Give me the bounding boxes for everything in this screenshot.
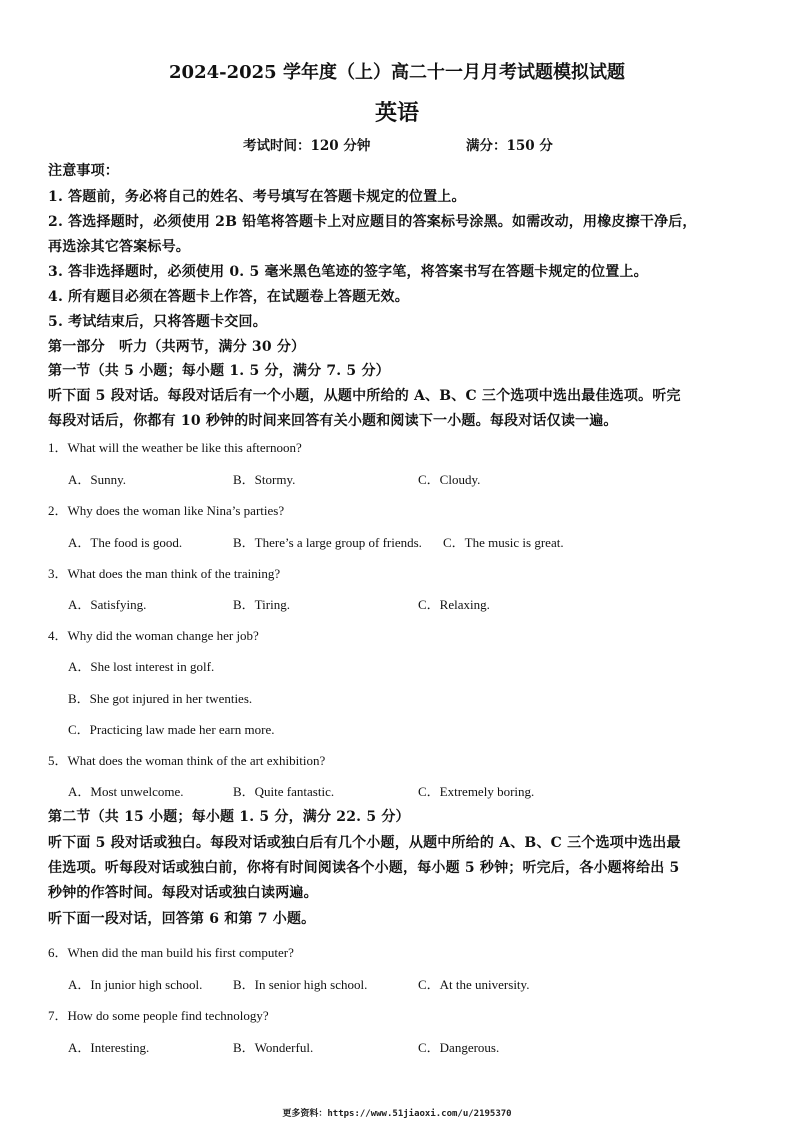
footer-link[interactable]: 更多资料：https://www.51jiaoxi.com/u/2195370 bbox=[282, 1109, 512, 1119]
option-c: C．Dangerous. bbox=[418, 1040, 500, 1055]
option-c: C．At the university. bbox=[418, 977, 530, 992]
notice-item: 4. 所有题目必须在答题卡上作答，在试题卷上答题无效。 bbox=[48, 289, 409, 305]
section-heading: 第一节（共 5 小题；每小题 1. 5 分，满分 7. 5 分） bbox=[48, 363, 390, 379]
notice-heading: 注意事项： bbox=[48, 163, 119, 179]
option-b: B．She got injured in her twenties. bbox=[68, 691, 253, 706]
option-a: A．The food is good. bbox=[68, 535, 183, 550]
option-a: A．Sunny. bbox=[68, 472, 127, 487]
notice-item: 2. 答选择题时，必须使用 2B 铅笔将答题卡上对应题目的答案标号涂黑。如需改动，用橡皮擦干净后， bbox=[48, 214, 697, 230]
option-c: C．Extremely boring. bbox=[418, 784, 535, 799]
question-stem: 7．How do some people find technology? bbox=[48, 1008, 269, 1023]
sub-instruction: 听下面一段对话，回答第 6 和第 7 小题。 bbox=[48, 911, 316, 927]
option-b: B．Stormy. bbox=[233, 472, 296, 487]
option-b: B．Quite fantastic. bbox=[233, 784, 335, 799]
section-instruction: 听下面 5 段对话或独白。每段对话或独白后有几个小题，从题中所给的 A、B、C 三个选项中选出最 bbox=[48, 835, 681, 851]
exam-title: 2024-2025 学年度（上）高二十一月月考试题模拟试题 bbox=[169, 62, 625, 83]
option-a: A．She lost interest in golf. bbox=[68, 659, 215, 674]
option-b: B．Wonderful. bbox=[233, 1040, 314, 1055]
section-instruction: 听下面 5 段对话。每段对话后有一个小题，从题中所给的 A、B、C 三个选项中选出最佳选项。听完 bbox=[48, 388, 681, 404]
question-stem: 6．When did the man build his first computer? bbox=[48, 945, 294, 960]
option-b: B．There’s a large group of friends. bbox=[233, 535, 422, 550]
option-a: A．Satisfying. bbox=[68, 597, 147, 612]
option-c: C．Cloudy. bbox=[418, 472, 481, 487]
section-instruction: 秒钟的作答时间。每段对话或独白读两遍。 bbox=[48, 885, 318, 901]
exam-time: 考试时间：120 分钟 bbox=[243, 138, 371, 154]
question-stem: 3．What does the man think of the training? bbox=[48, 566, 281, 581]
option-a: A．Interesting. bbox=[68, 1040, 150, 1055]
notice-item: 1. 答题前，务必将自己的姓名、考号填写在答题卡规定的位置上。 bbox=[48, 189, 466, 205]
part-heading: 第一部分 听力（共两节，满分 30 分） bbox=[48, 339, 306, 355]
option-c: C．The music is great. bbox=[443, 535, 564, 550]
question-stem: 4．Why did the woman change her job? bbox=[48, 628, 259, 643]
option-c: C．Relaxing. bbox=[418, 597, 490, 612]
option-a: A．Most unwelcome. bbox=[68, 784, 184, 799]
option-b: B．In senior high school. bbox=[233, 977, 368, 992]
notice-item: 再选涂其它答案标号。 bbox=[48, 239, 190, 255]
question-stem: 2．Why does the woman like Nina’s parties? bbox=[48, 503, 285, 518]
section-instruction: 佳选项。听每段对话或独白前，你将有时间阅读各个小题，每小题 5 秒钟；听完后，各小题将给出 5 bbox=[48, 860, 680, 876]
option-b: B．Tiring. bbox=[233, 597, 290, 612]
subject-title: 英语 bbox=[374, 100, 419, 126]
notice-item: 3. 答非选择题时，必须使用 0. 5 毫米黑色笔迹的签字笔，将答案书写在答题卡规定的位置上。 bbox=[48, 264, 648, 280]
option-c: C．Practicing law made her earn more. bbox=[68, 722, 275, 737]
section-heading: 第二节（共 15 小题；每小题 1. 5 分，满分 22. 5 分） bbox=[48, 809, 410, 825]
exam-score: 满分：150 分 bbox=[466, 138, 553, 154]
option-a: A．In junior high school. bbox=[68, 977, 203, 992]
question-stem: 5．What does the woman think of the art exhibition? bbox=[48, 753, 326, 768]
notice-item: 5. 考试结束后，只将答题卡交回。 bbox=[48, 314, 267, 330]
question-stem: 1．What will the weather be like this afternoon? bbox=[48, 440, 302, 455]
section-instruction: 每段对话后，你都有 10 秒钟的时间来回答有关小题和阅读下一小题。每段对话仅读一遍。 bbox=[48, 413, 618, 429]
